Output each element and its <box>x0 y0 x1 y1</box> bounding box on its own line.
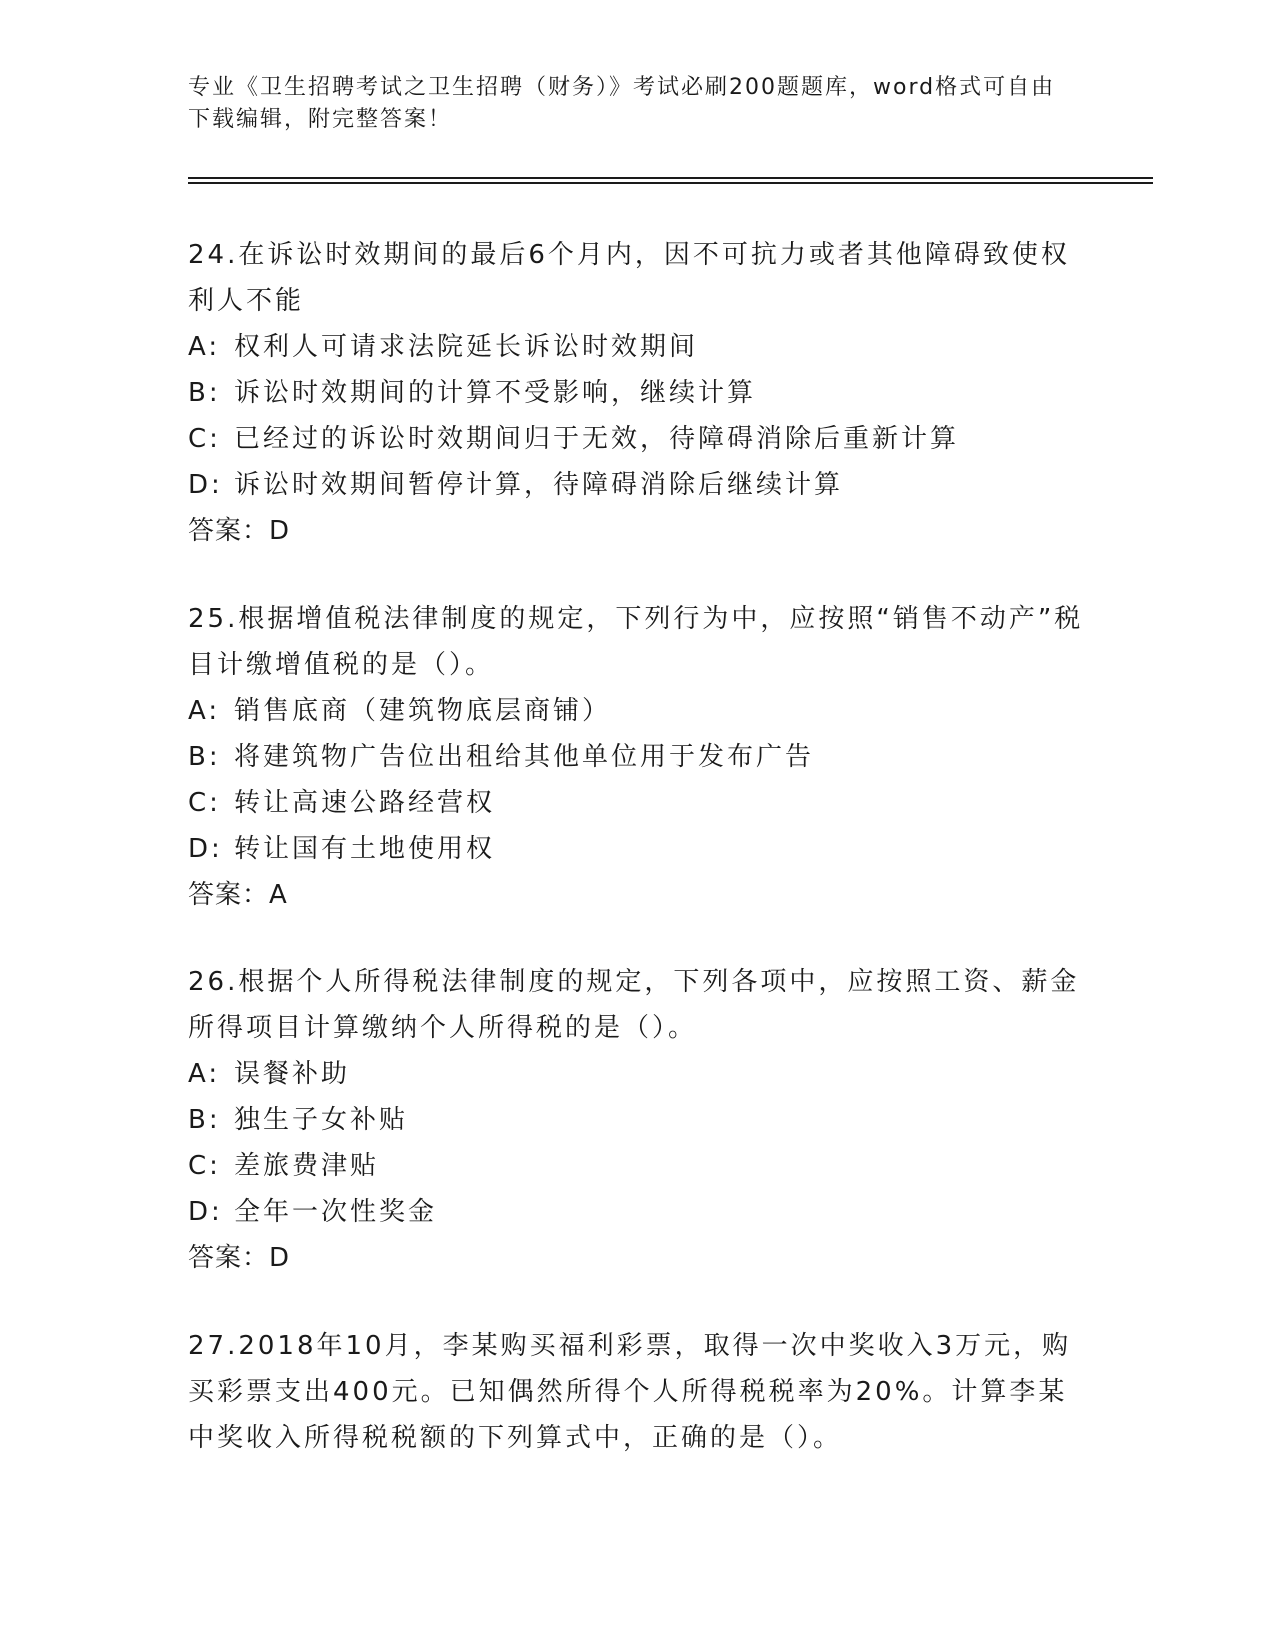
option-letter: A: <box>188 332 221 362</box>
option-text: 转让国有土地使用权 <box>234 834 496 864</box>
option-list <box>188 688 1088 872</box>
option-letter: A: <box>188 696 221 726</box>
question-26 <box>188 959 1088 1281</box>
option-text: 误餐补助 <box>234 1059 351 1089</box>
question-27 <box>188 1323 1088 1461</box>
question-24 <box>188 232 1088 554</box>
option-letter: D: <box>188 470 223 500</box>
option-d <box>188 826 1088 872</box>
option-a <box>188 688 1088 734</box>
option-text: 将建筑物广告位出租给其他单位用于发布广告 <box>234 742 815 772</box>
option-text: 差旅费津贴 <box>234 1151 380 1181</box>
answer-line: 答案：D <box>188 516 291 546</box>
option-text: 全年一次性奖金 <box>234 1197 438 1227</box>
answer-line: 答案：A <box>188 880 288 910</box>
header-divider-bottom <box>188 182 1153 184</box>
option-text: 独生子女补贴 <box>234 1105 409 1135</box>
question-stem: 27.2018年10月，李某购买福利彩票，取得一次中奖收入3万元，购买彩票支出400元。已知偶然所得个人所得税税率为20%。计算李某中奖收入所得税税额的下列算式中，正确的是（）。 <box>188 1331 1072 1453</box>
option-text: 权利人可请求法院延长诉讼时效期间 <box>234 332 699 362</box>
option-b <box>188 370 1088 416</box>
option-letter: D: <box>188 1197 223 1227</box>
option-letter: A: <box>188 1059 221 1089</box>
option-list <box>188 324 1088 508</box>
option-letter: C: <box>188 1151 221 1181</box>
question-stem: 25.根据增值税法律制度的规定，下列行为中，应按照“销售不动产”税目计缴增值税的是（）。 <box>188 604 1084 680</box>
option-d <box>188 462 1088 508</box>
option-c <box>188 416 1088 462</box>
option-letter: B: <box>188 742 221 772</box>
document-header <box>188 72 1068 136</box>
option-text: 已经过的诉讼时效期间归于无效，待障碍消除后重新计算 <box>234 424 960 454</box>
option-c <box>188 780 1088 826</box>
question-stem: 26.根据个人所得税法律制度的规定，下列各项中，应按照工资、薪金所得项目计算缴纳个人所得税的是（）。 <box>188 967 1080 1043</box>
option-b <box>188 734 1088 780</box>
question-stem: 24.在诉讼时效期间的最后6个月内，因不可抗力或者其他障碍致使权利人不能 <box>188 240 1070 316</box>
option-a <box>188 324 1088 370</box>
answer-line: 答案：D <box>188 1243 291 1273</box>
option-text: 诉讼时效期间的计算不受影响，继续计算 <box>234 378 757 408</box>
option-letter: B: <box>188 1105 221 1135</box>
option-list <box>188 1051 1088 1235</box>
option-letter: D: <box>188 834 223 864</box>
option-letter: B: <box>188 378 221 408</box>
option-d <box>188 1189 1088 1235</box>
option-text: 诉讼时效期间暂停计算，待障碍消除后继续计算 <box>234 470 844 500</box>
option-letter: C: <box>188 788 221 818</box>
option-text: 销售底商（建筑物底层商铺） <box>234 696 612 726</box>
option-text: 转让高速公路经营权 <box>234 788 496 818</box>
option-a <box>188 1051 1088 1097</box>
header-title: 专业《卫生招聘考试之卫生招聘（财务）》考试必刷200题题库，word格式可自由下载编辑，附完整答案！ <box>188 75 1056 132</box>
option-letter: C: <box>188 424 221 454</box>
option-c <box>188 1143 1088 1189</box>
option-b <box>188 1097 1088 1143</box>
question-25 <box>188 596 1088 918</box>
header-divider-top <box>188 177 1153 179</box>
